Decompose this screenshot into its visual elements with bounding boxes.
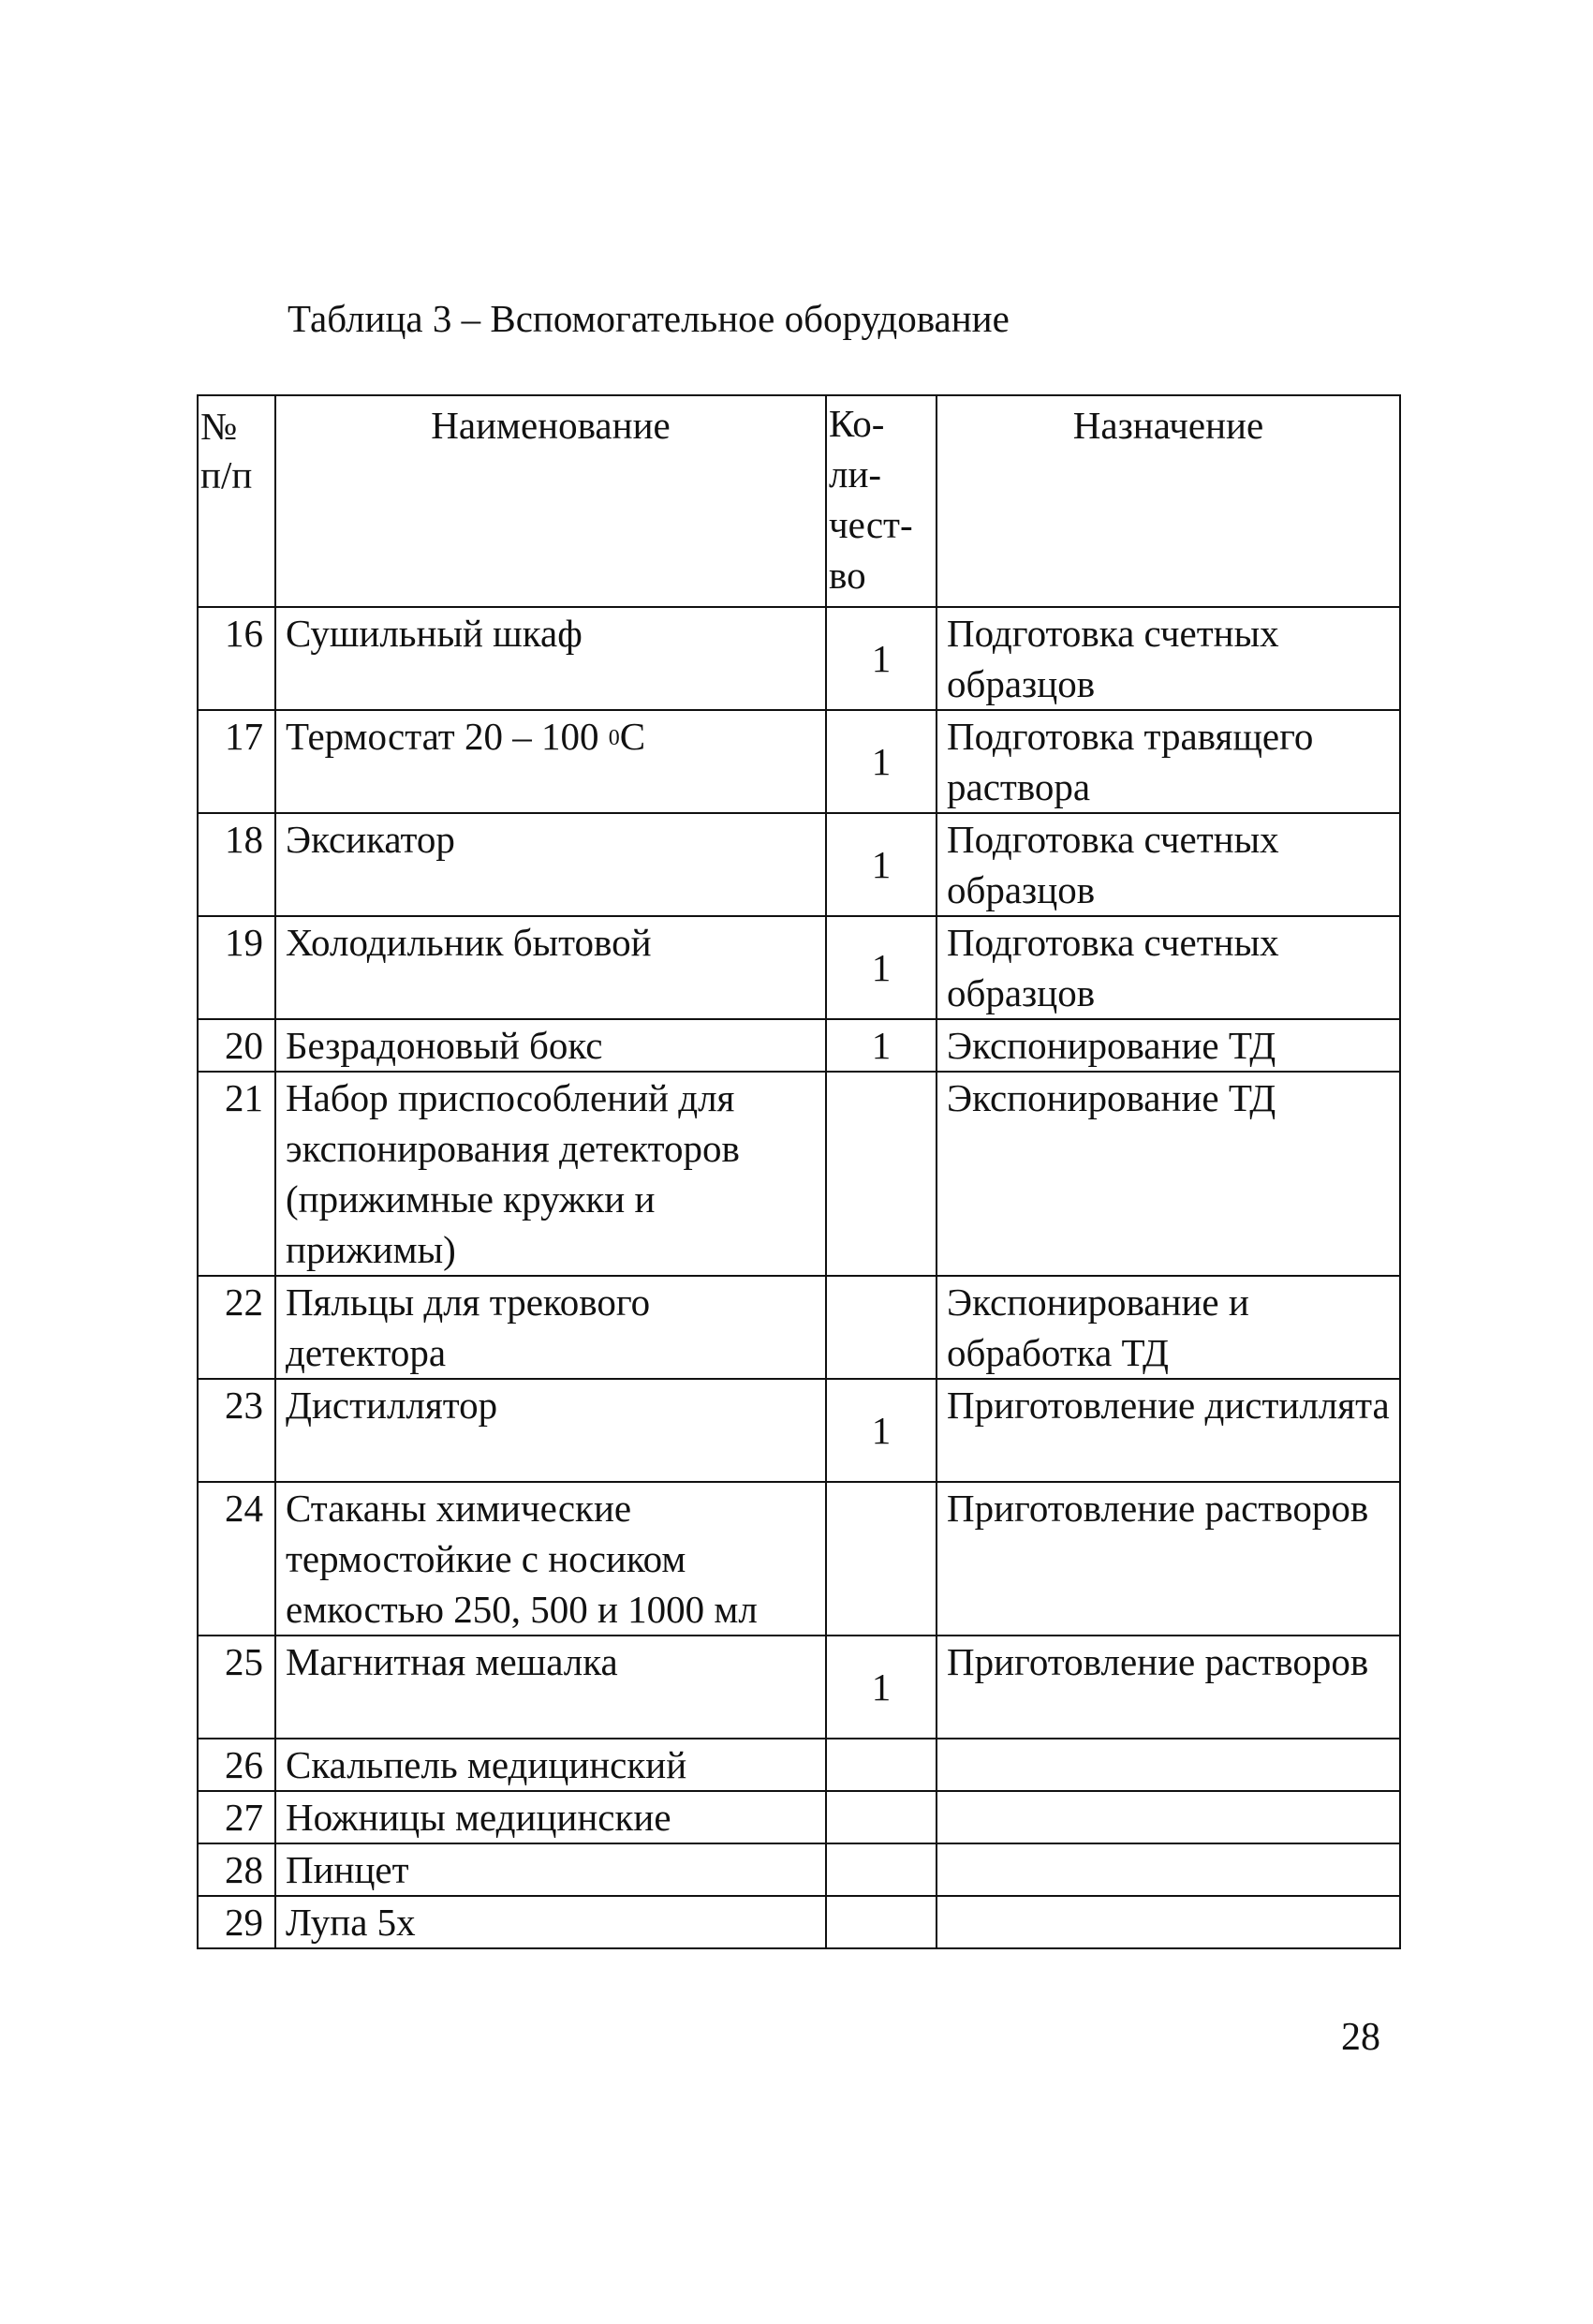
row-purpose: Подготовка счетных образцов <box>937 607 1400 710</box>
degree-superscript: 0 <box>608 726 620 750</box>
row-name: Лупа 5х <box>275 1896 826 1948</box>
row-name: Дистиллятор <box>275 1379 826 1482</box>
row-number: 17 <box>198 710 275 813</box>
row-purpose <box>937 1896 1400 1948</box>
row-purpose <box>937 1843 1400 1896</box>
row-number: 28 <box>198 1843 275 1896</box>
row-number: 20 <box>198 1019 275 1072</box>
row-name: Стаканы химические термостойкие с носиком емкостью 250, 500 и 1000 мл <box>275 1482 826 1636</box>
row-purpose: Приготовление растворов <box>937 1482 1400 1636</box>
header-purpose: Назначение <box>937 395 1400 607</box>
row-number: 18 <box>198 813 275 916</box>
row-number: 23 <box>198 1379 275 1482</box>
row-purpose: Подготовка счетных образцов <box>937 813 1400 916</box>
row-quantity <box>826 1791 937 1843</box>
table-row <box>198 607 1400 710</box>
header-quantity-line-1: Ко- <box>829 402 885 445</box>
row-number: 25 <box>198 1636 275 1739</box>
row-quantity: 1 <box>826 916 937 1019</box>
row-name <box>275 710 826 813</box>
table-row <box>198 1379 1400 1482</box>
row-purpose: Экспонирование ТД <box>937 1019 1400 1072</box>
header-number-line-1: № <box>200 405 238 448</box>
table-row <box>198 1482 1400 1636</box>
row-number: 27 <box>198 1791 275 1843</box>
table-row <box>198 1791 1400 1843</box>
row-number: 26 <box>198 1739 275 1791</box>
row-name: Пяльцы для трекового детектора <box>275 1276 826 1379</box>
row-name: Магнитная мешалка <box>275 1636 826 1739</box>
row-quantity <box>826 1482 937 1636</box>
row-number: 21 <box>198 1072 275 1276</box>
row-name: Ножницы медицинские <box>275 1791 826 1843</box>
row-quantity: 1 <box>826 1379 937 1482</box>
table-row <box>198 710 1400 813</box>
row-quantity: 1 <box>826 710 937 813</box>
row-number: 19 <box>198 916 275 1019</box>
row-quantity <box>826 1843 937 1896</box>
page-number: 28 <box>1341 2016 1380 2059</box>
header-number <box>198 395 275 607</box>
row-purpose <box>937 1739 1400 1791</box>
row-name-unit: С <box>619 715 646 758</box>
table-row <box>198 813 1400 916</box>
row-name-text: Термостат 20 – 100 <box>286 715 599 758</box>
row-quantity: 1 <box>826 1636 937 1739</box>
auxiliary-equipment-table <box>197 394 1401 1949</box>
header-quantity-line-4: во <box>829 554 866 597</box>
header-quantity-line-3: чест- <box>829 503 913 546</box>
table-row <box>198 1636 1400 1739</box>
row-purpose <box>937 1791 1400 1843</box>
row-name: Холодильник бытовой <box>275 916 826 1019</box>
row-number: 16 <box>198 607 275 710</box>
row-name: Безрадоновый бокс <box>275 1019 826 1072</box>
table-row <box>198 916 1400 1019</box>
row-purpose: Приготовление дистиллята <box>937 1379 1400 1482</box>
row-purpose: Подготовка счетных образцов <box>937 916 1400 1019</box>
row-quantity <box>826 1072 937 1276</box>
row-quantity <box>826 1276 937 1379</box>
row-number: 22 <box>198 1276 275 1379</box>
row-name: Сушильный шкаф <box>275 607 826 710</box>
table-row <box>198 1019 1400 1072</box>
header-quantity <box>826 395 937 607</box>
table-row <box>198 1843 1400 1896</box>
table-row <box>198 1276 1400 1379</box>
table-row <box>198 1072 1400 1276</box>
row-number: 24 <box>198 1482 275 1636</box>
table-caption: Таблица 3 – Вспомогательное оборудование <box>288 297 1010 340</box>
row-number: 29 <box>198 1896 275 1948</box>
table-row <box>198 1739 1400 1791</box>
header-quantity-line-2: ли- <box>829 452 882 496</box>
row-name: Пинцет <box>275 1843 826 1896</box>
row-purpose: Подготовка травящего раствора <box>937 710 1400 813</box>
table-header-row <box>198 395 1400 607</box>
row-purpose: Экспонирование и обработка ТД <box>937 1276 1400 1379</box>
row-purpose: Приготовление растворов <box>937 1636 1400 1739</box>
row-quantity: 1 <box>826 607 937 710</box>
row-name: Скальпель медицинский <box>275 1739 826 1791</box>
row-purpose: Экспонирование ТД <box>937 1072 1400 1276</box>
row-quantity <box>826 1896 937 1948</box>
header-number-line-2: п/п <box>200 453 253 496</box>
row-quantity <box>826 1739 937 1791</box>
row-name: Эксикатор <box>275 813 826 916</box>
row-name: Набор приспособлений для экспонирования детекторов (прижимные кружки и прижимы) <box>275 1072 826 1276</box>
row-quantity: 1 <box>826 1019 937 1072</box>
table-row <box>198 1896 1400 1948</box>
row-quantity: 1 <box>826 813 937 916</box>
header-name: Наименование <box>275 395 826 607</box>
